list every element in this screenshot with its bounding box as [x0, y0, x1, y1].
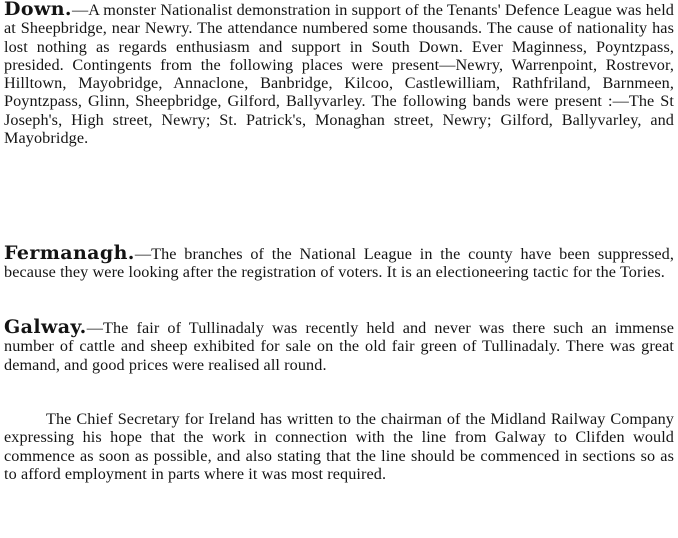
heading-fermanagh: Fermanagh. — [4, 242, 135, 264]
body-down: —A monster Nationalist demonstration in support of the Tenants' Defence League was held at Sheepbridge, near Newry. The attendance numbered some thousands. The cause of nationality has lost nothing as regards enthusiasm and support in South Down. Ever Maginness, Poyntzpass, presided. Contingents from the following places were present—Newry, Warrenpoint, Rostrevor, Hilltown, Mayobridge, Annaclone, Banbridge, Kilcoo, Castlewilliam, Rathfriland, Barnmeen, Poyntzpass, Glinn, Sheepbridge, Gilford, Ballyvarley. The following bands were present :—The St Joseph's, High street, Newry; St. Patrick's, Monaghan street, Newry; Gilford, Ballyvarley, and Mayobridge. — [4, 1, 674, 148]
body-railway: The Chief Secretary for Ireland has written to the chairman of the Midland Railway Company expressing his hope that the work in connection with the line from Galway to Clifden would commence as soon as possible, and also stating that the line should be commenced in sections so as to afford employment in parts where it was most required. — [4, 410, 674, 483]
heading-down: Down. — [4, 0, 72, 20]
article-galway — [4, 318, 674, 374]
article-galway-railway — [4, 410, 674, 483]
article-down — [4, 0, 674, 147]
heading-galway: Galway. — [4, 316, 87, 338]
article-fermanagh — [4, 244, 674, 282]
body-fermanagh: —The branches of the National League in the county have been suppressed, because they were looking after the registration of voters. It is an electioneering tactic for the Tories. — [4, 245, 674, 282]
body-galway: —The fair of Tullinadaly was recently held and never was there such an immense number of cattle and sheep exhibited for sale on the old fair green of Tullinadaly. There was great demand, and good prices were realised all round. — [4, 319, 674, 374]
